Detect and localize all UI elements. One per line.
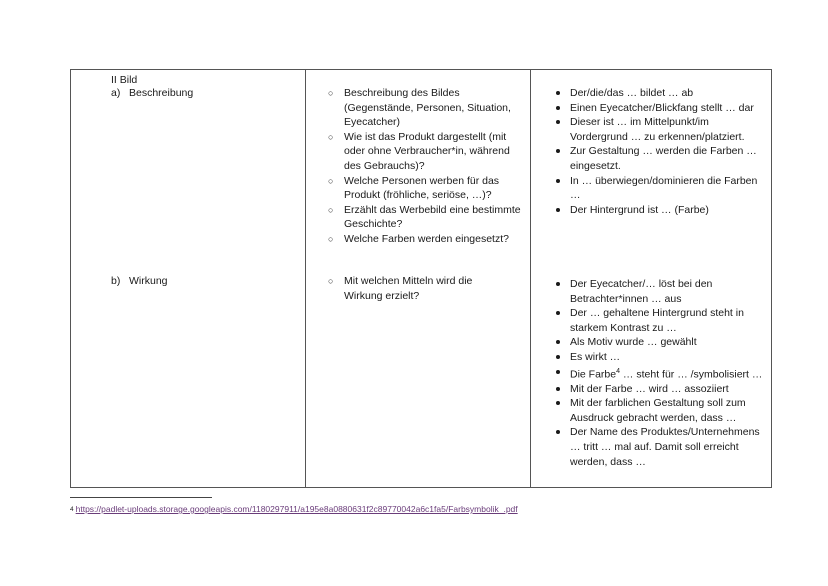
worksheet-table [70, 69, 772, 488]
bullet-icon [556, 370, 560, 374]
list-item: Zur Gestaltung … werden die Farben … eingesetzt. [554, 144, 766, 173]
bullet-icon [556, 387, 560, 391]
list-item: Der Eyecatcher/… löst bei den Betrachter*innen … aus [554, 277, 766, 306]
list-item: Mit der Farbe … wird … assoziiert [554, 382, 766, 397]
column-divider-1 [305, 70, 306, 487]
bullet-icon [556, 91, 560, 95]
list-item: Die Farbe$^4$ … steht für … /symbolisiert … [554, 365, 766, 382]
questions-b-list [327, 274, 497, 303]
subsection-b-title: Wirkung [129, 275, 168, 287]
bullet-icon [556, 401, 560, 405]
list-item: ○ Welche Personen werben für das Produkt (fröhliche, seriöse, …)? [328, 174, 500, 202]
list-item: ○ Beschreibung des Bildes (Gegenstände, Personen, Situation, Eyecatcher) [328, 87, 511, 129]
circle-bullet-icon: ○ [328, 131, 334, 142]
list-item: ○ Welche Farben werden eingesetzt? [328, 232, 509, 245]
list-item: In … überwiegen/dominieren die Farben … [554, 174, 766, 203]
circle-bullet-icon: ○ [328, 276, 334, 286]
circle-bullet-icon: ○ [328, 204, 334, 215]
bullet-icon [556, 149, 560, 153]
footnote-number: 4 [70, 506, 74, 513]
column-divider-2 [530, 70, 531, 487]
list-item: Dieser ist … im Mittelpunkt/im Vordergrund … zu erkennen/platziert. [554, 115, 766, 144]
list-item: Der Hintergrund ist … (Farbe) [554, 203, 766, 218]
list-item: ○ Erzählt das Werbebild eine bestimmte Geschichte? [328, 203, 521, 231]
list-item: ○ Mit welchen Mitteln wird die Wirkung erzielt? [328, 275, 473, 302]
circle-bullet-icon: ○ [328, 233, 334, 244]
questions-a-list [327, 86, 523, 247]
circle-bullet-icon: ○ [328, 88, 334, 98]
list-item: Mit der farblichen Gestaltung soll zum Ausdruck gebracht werden, dass … [554, 396, 766, 425]
list-item: Der/die/das … bildet … ab [554, 86, 766, 101]
subsection-b-letter: b) [111, 275, 121, 287]
list-item: Der … gehaltene Hintergrund steht in starkem Kontrast zu … [554, 306, 766, 335]
bullet-icon [556, 179, 560, 183]
list-item: Es wirkt … [554, 350, 766, 365]
bullet-icon [556, 282, 560, 286]
subsection-a-title: Beschreibung [129, 87, 194, 99]
footnote-reference[interactable]: 4 [616, 367, 621, 375]
list-item: Als Motiv wurde … gewählt [554, 335, 766, 350]
list-item: Einen Eyecatcher/Blickfang stellt … dar [554, 101, 766, 116]
list-item: ○ Wie ist das Produkt dargestellt (mit oder ohne Verbraucher*in, während des Gebrauchs)? [328, 130, 510, 172]
bullet-icon [556, 355, 560, 359]
subsection-a-letter: a) [111, 87, 121, 99]
bullet-icon [556, 340, 560, 344]
subsection-a-label [111, 86, 193, 101]
section-title: II Bild [111, 74, 138, 86]
phrases-a-list [554, 86, 766, 217]
list-item: Der Name des Produktes/Unternehmens … tritt … mal auf. Damit soll erreicht werden, dass … [554, 425, 766, 469]
footnote [70, 504, 518, 515]
footnote-link[interactable]: https://padlet-uploads.storage.googleapis.com/1180297911/a195e8a0880631f2c89770042a6c1fa5/Farbsymbolik_.pdf [75, 504, 518, 514]
bullet-icon [556, 120, 560, 124]
bullet-icon [556, 430, 560, 434]
bullet-icon [556, 311, 560, 315]
bullet-icon [556, 208, 560, 212]
footnote-separator [70, 497, 212, 498]
subsection-b-label [111, 274, 168, 289]
circle-bullet-icon: ○ [328, 175, 334, 186]
phrases-b-list [554, 277, 766, 469]
bullet-icon [556, 106, 560, 110]
